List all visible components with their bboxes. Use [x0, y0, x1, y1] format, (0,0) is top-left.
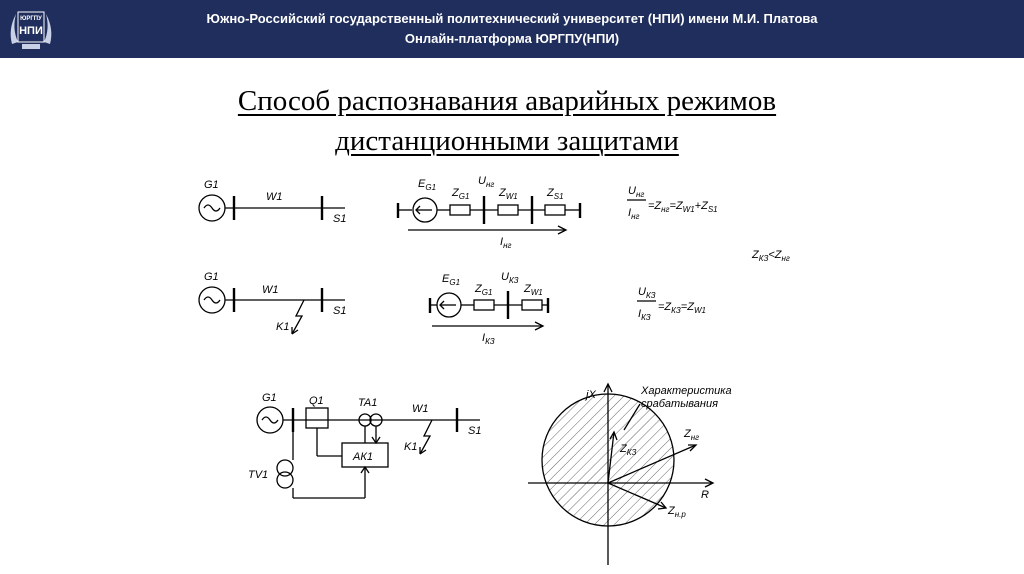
- svg-text:ZW1: $Z_{W1}$: [524, 283, 543, 297]
- svg-text:Zнг: $Z_{нг}$: [684, 428, 700, 442]
- svg-text:Q1: Q1: [309, 395, 324, 407]
- svg-text:R: R: [701, 489, 709, 501]
- inequality-condition: [751, 249, 790, 263]
- svg-text:TA1: TA1: [358, 397, 378, 409]
- svg-text:EG1: $E_{G1}$: [418, 178, 437, 192]
- svg-text:UКЗ: $U_{КЗ}$: [501, 271, 519, 285]
- fault-lightning-icon: [420, 420, 432, 454]
- impedance-zw1: [498, 205, 518, 215]
- header-platform-name: Онлайн-платформа ЮРГПУ(НПИ): [404, 31, 620, 46]
- page-title-line1: Способ распознавания аварийных режимов: [237, 85, 777, 117]
- svg-text:срабатывания: срабатывания: [641, 398, 718, 410]
- svg-text:ZW1: $Z_{W1}$: [499, 187, 518, 201]
- impedance-zw1: [522, 300, 542, 310]
- distance-protection-scheme: [248, 392, 481, 498]
- svg-text:ZS1: $Z_{S1}$: [547, 187, 564, 201]
- formula-normal-impedance: [627, 185, 718, 221]
- impedance-plane-characteristic: [528, 384, 732, 565]
- svg-text:ZКЗ: $Z_{КЗ}$: [620, 443, 637, 457]
- svg-text:TV1: TV1: [248, 469, 269, 481]
- svg-text:ZКЗ<Zнг: $Z_{КЗ}<Z_{нг}$: [752, 249, 790, 263]
- label-w1: W1: [266, 191, 283, 203]
- breaker-q1: [306, 408, 328, 428]
- svg-text:Zн.р: $Z_{н.р}$: [668, 505, 686, 519]
- logo-text-main: НПИ: [19, 25, 43, 37]
- equivalent-circuit-fault: [430, 271, 548, 346]
- impedance-zg1: [474, 300, 494, 310]
- svg-text:K1: K1: [404, 441, 418, 453]
- impedance-zg1: [450, 205, 470, 215]
- svg-text:АК1: АК1: [353, 451, 373, 463]
- svg-text:=ZКЗ=ZW1: $=Z_{КЗ}=Z_{W1}$: [658, 301, 706, 315]
- label-w1: W1: [262, 284, 279, 296]
- label-g1: G1: [204, 179, 219, 191]
- svg-text:IКЗ: $I_{КЗ}$: [638, 308, 651, 322]
- svg-text:=Zнг=ZW1+ZS1: $=Z_{нг}=Z_{W1}+Z_{S1}$: [648, 200, 718, 214]
- page-title-line2: дистанционными защитами: [335, 125, 679, 157]
- label-k1: K1: [276, 321, 290, 333]
- label-s1: S1: [333, 213, 347, 225]
- single-line-normal: [199, 179, 346, 225]
- logo-text-top: ЮРГПУ: [20, 16, 42, 22]
- svg-text:Характеристика: Характеристика: [641, 385, 732, 397]
- svg-text:G1: G1: [262, 392, 277, 404]
- svg-text:S1: S1: [468, 425, 482, 437]
- svg-text:IКЗ: $I_{КЗ}$: [482, 332, 495, 346]
- equivalent-circuit-normal: [398, 175, 580, 250]
- fault-lightning-icon: [292, 300, 304, 334]
- svg-text:Iнг: $I_{нг}$: [628, 207, 640, 221]
- svg-text:EG1: $E_{G1}$: [442, 273, 461, 287]
- single-line-fault: [199, 271, 346, 334]
- label-g1: G1: [204, 271, 219, 283]
- svg-text:W1: W1: [412, 403, 429, 415]
- svg-text:Uнг: $U_{нг}$: [478, 175, 495, 189]
- formula-fault-impedance: [637, 286, 706, 322]
- header-university-name: Южно-Российский государственный политехнический университет (НПИ) имени М.И. Платова: [206, 11, 818, 26]
- svg-text:UКЗ: $U_{КЗ}$: [638, 286, 656, 300]
- svg-text:ZG1: $Z_{G1}$: [452, 187, 470, 201]
- svg-text:Uнг: $U_{нг}$: [628, 185, 645, 199]
- svg-text:Iнг: $I_{нг}$: [500, 236, 512, 250]
- svg-text:ZG1: $Z_{G1}$: [475, 283, 493, 297]
- svg-text:jX: jX: [586, 389, 596, 401]
- label-s1: S1: [333, 305, 347, 317]
- impedance-zs1: [545, 205, 565, 215]
